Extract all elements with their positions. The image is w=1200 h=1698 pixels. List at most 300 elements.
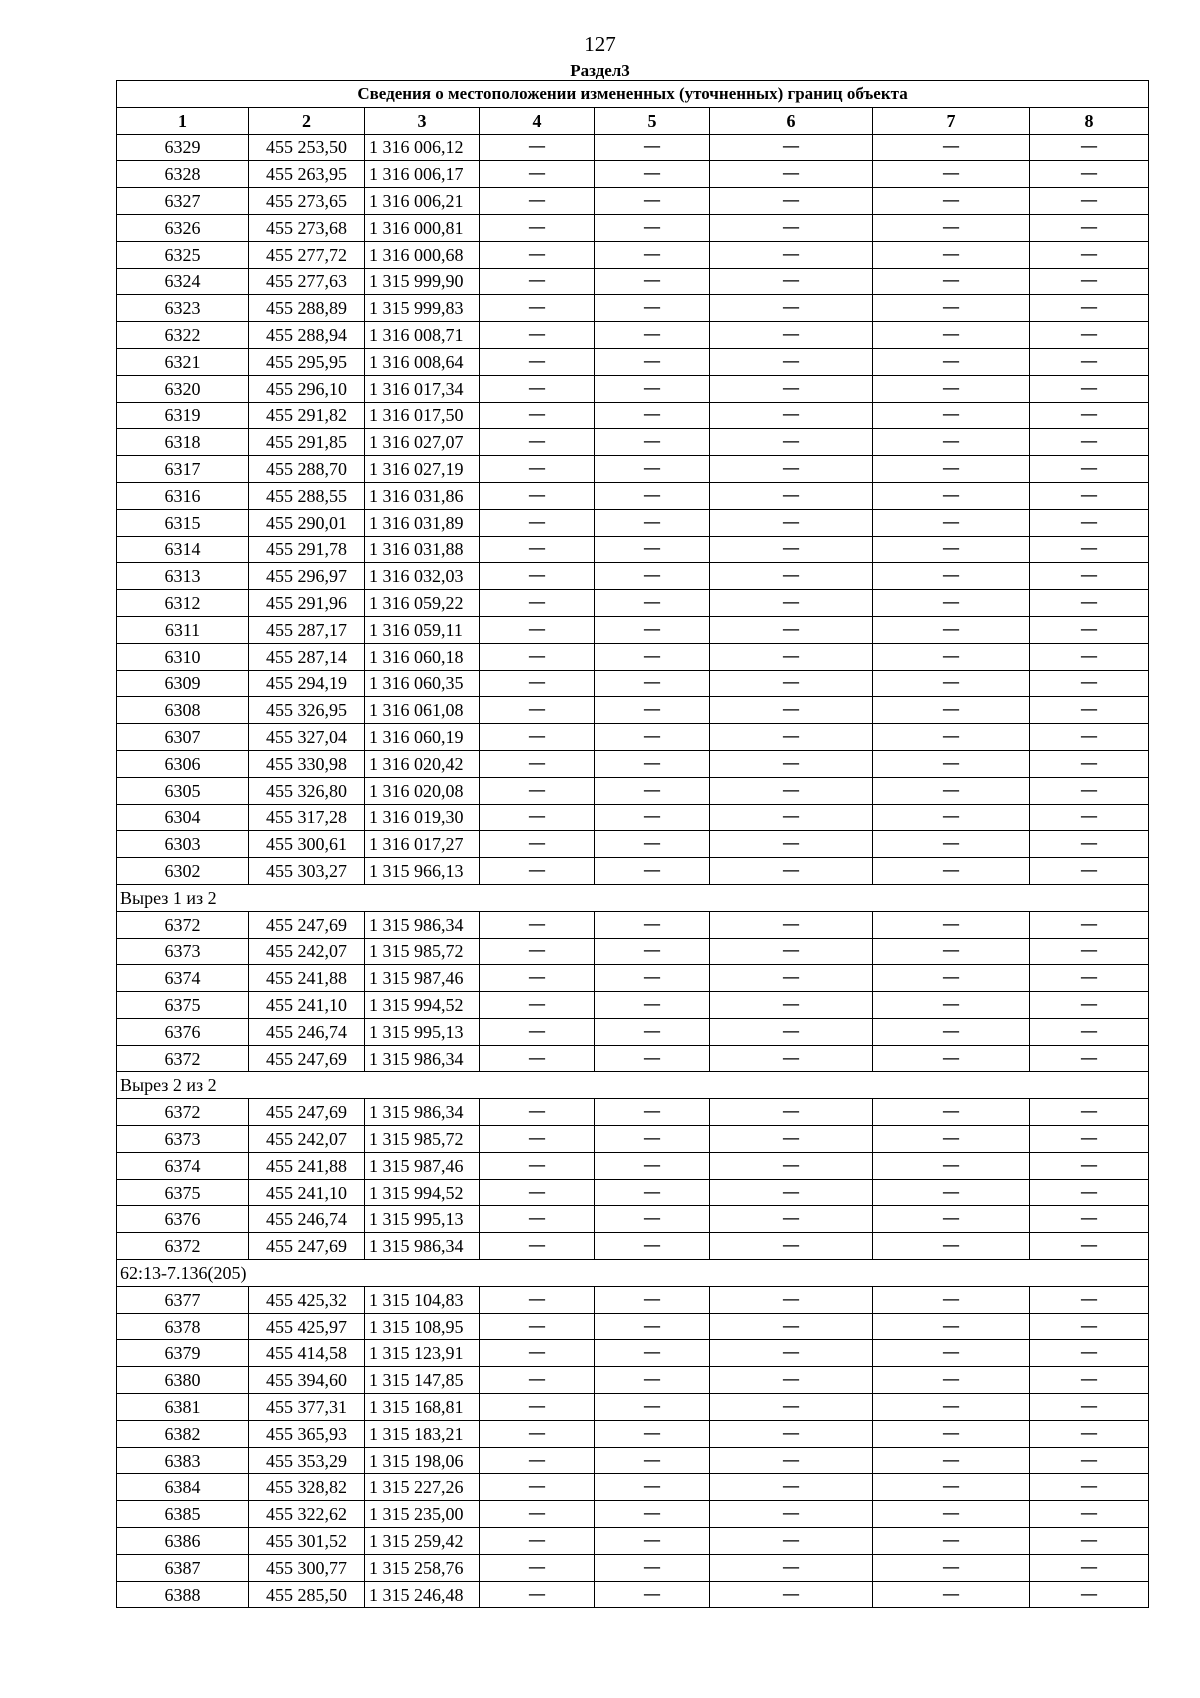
y-coordinate-cell: 1 315 987,46 [365, 1152, 480, 1179]
x-coordinate-cell: 455 296,10 [249, 375, 365, 402]
empty-value-cell: — [480, 1233, 595, 1260]
x-coordinate-cell: 455 326,80 [249, 777, 365, 804]
empty-value-cell: — [480, 992, 595, 1019]
x-coordinate-cell: 455 288,55 [249, 482, 365, 509]
table-row [117, 1099, 1149, 1126]
empty-value-cell: — [873, 1501, 1030, 1528]
point-number-cell: 6307 [117, 724, 249, 751]
group-label: 62:13-7.136(205) [117, 1260, 1149, 1287]
empty-value-cell: — [873, 241, 1030, 268]
empty-value-cell: — [595, 590, 710, 617]
empty-value-cell: — [710, 1420, 873, 1447]
empty-value-cell: — [710, 1152, 873, 1179]
empty-value-cell: — [595, 429, 710, 456]
x-coordinate-cell: 455 253,50 [249, 134, 365, 161]
empty-value-cell: — [710, 322, 873, 349]
empty-value-cell: — [480, 1313, 595, 1340]
x-coordinate-cell: 455 290,01 [249, 509, 365, 536]
empty-value-cell: — [595, 965, 710, 992]
empty-value-cell: — [873, 134, 1030, 161]
point-number-cell: 6319 [117, 402, 249, 429]
table-row [117, 1501, 1149, 1528]
y-coordinate-cell: 1 315 123,91 [365, 1340, 480, 1367]
y-coordinate-cell: 1 315 987,46 [365, 965, 480, 992]
x-coordinate-cell: 455 242,07 [249, 938, 365, 965]
empty-value-cell: — [873, 1018, 1030, 1045]
empty-value-cell: — [595, 1474, 710, 1501]
empty-value-cell: — [480, 348, 595, 375]
empty-value-cell: — [595, 911, 710, 938]
empty-value-cell: — [1030, 750, 1149, 777]
empty-value-cell: — [595, 161, 710, 188]
empty-value-cell: — [480, 322, 595, 349]
x-coordinate-cell: 455 394,60 [249, 1367, 365, 1394]
y-coordinate-cell: 1 316 059,22 [365, 590, 480, 617]
empty-value-cell: — [873, 1420, 1030, 1447]
empty-value-cell: — [873, 858, 1030, 885]
empty-value-cell: — [595, 536, 710, 563]
point-number-cell: 6310 [117, 643, 249, 670]
empty-value-cell: — [873, 1045, 1030, 1072]
empty-value-cell: — [1030, 322, 1149, 349]
y-coordinate-cell: 1 315 994,52 [365, 1179, 480, 1206]
empty-value-cell: — [1030, 1394, 1149, 1421]
point-number-cell: 6372 [117, 1045, 249, 1072]
x-coordinate-cell: 455 303,27 [249, 858, 365, 885]
y-coordinate-cell: 1 316 060,19 [365, 724, 480, 751]
empty-value-cell: — [595, 1045, 710, 1072]
empty-value-cell: — [1030, 1206, 1149, 1233]
x-coordinate-cell: 455 291,82 [249, 402, 365, 429]
empty-value-cell: — [595, 1233, 710, 1260]
empty-value-cell: — [595, 456, 710, 483]
empty-value-cell: — [595, 750, 710, 777]
empty-value-cell: — [710, 992, 873, 1019]
empty-value-cell: — [873, 1554, 1030, 1581]
table-row [117, 268, 1149, 295]
empty-value-cell: — [873, 1367, 1030, 1394]
x-coordinate-cell: 455 294,19 [249, 670, 365, 697]
empty-value-cell: — [710, 1528, 873, 1555]
y-coordinate-cell: 1 315 246,48 [365, 1581, 480, 1608]
empty-value-cell: — [873, 1340, 1030, 1367]
empty-value-cell: — [710, 268, 873, 295]
empty-value-cell: — [480, 456, 595, 483]
x-coordinate-cell: 455 425,32 [249, 1286, 365, 1313]
page-number: 127 [584, 32, 616, 56]
x-coordinate-cell: 455 425,97 [249, 1313, 365, 1340]
x-coordinate-cell: 455 288,94 [249, 322, 365, 349]
x-coordinate-cell: 455 241,88 [249, 1152, 365, 1179]
y-coordinate-cell: 1 316 000,68 [365, 241, 480, 268]
x-coordinate-cell: 455 247,69 [249, 1099, 365, 1126]
point-number-cell: 6308 [117, 697, 249, 724]
empty-value-cell: — [710, 1447, 873, 1474]
empty-value-cell: — [480, 670, 595, 697]
empty-value-cell: — [595, 643, 710, 670]
column-header: 5 [595, 107, 710, 134]
table-row [117, 482, 1149, 509]
empty-value-cell: — [595, 1099, 710, 1126]
table-row [117, 697, 1149, 724]
x-coordinate-cell: 455 273,65 [249, 188, 365, 215]
x-coordinate-cell: 455 296,97 [249, 563, 365, 590]
point-number-cell: 6311 [117, 616, 249, 643]
group-label-row [117, 1072, 1149, 1099]
point-number-cell: 6313 [117, 563, 249, 590]
point-number-cell: 6372 [117, 1233, 249, 1260]
y-coordinate-cell: 1 316 060,35 [365, 670, 480, 697]
empty-value-cell: — [595, 1018, 710, 1045]
point-number-cell: 6373 [117, 938, 249, 965]
empty-value-cell: — [1030, 536, 1149, 563]
empty-value-cell: — [1030, 402, 1149, 429]
empty-value-cell: — [480, 509, 595, 536]
empty-value-cell: — [595, 697, 710, 724]
empty-value-cell: — [1030, 777, 1149, 804]
table-row [117, 1018, 1149, 1045]
y-coordinate-cell: 1 316 027,19 [365, 456, 480, 483]
empty-value-cell: — [1030, 1233, 1149, 1260]
empty-value-cell: — [710, 1313, 873, 1340]
point-number-cell: 6374 [117, 965, 249, 992]
empty-value-cell: — [873, 1099, 1030, 1126]
empty-value-cell: — [873, 965, 1030, 992]
empty-value-cell: — [873, 831, 1030, 858]
empty-value-cell: — [480, 1528, 595, 1555]
empty-value-cell: — [480, 402, 595, 429]
empty-value-cell: — [480, 536, 595, 563]
empty-value-cell: — [710, 750, 873, 777]
point-number-cell: 6315 [117, 509, 249, 536]
empty-value-cell: — [1030, 1126, 1149, 1153]
point-number-cell: 6320 [117, 375, 249, 402]
table-row [117, 161, 1149, 188]
empty-value-cell: — [480, 1045, 595, 1072]
y-coordinate-cell: 1 315 966,13 [365, 858, 480, 885]
empty-value-cell: — [873, 1394, 1030, 1421]
table-row [117, 322, 1149, 349]
empty-value-cell: — [595, 482, 710, 509]
empty-value-cell: — [873, 643, 1030, 670]
x-coordinate-cell: 455 288,70 [249, 456, 365, 483]
empty-value-cell: — [480, 1447, 595, 1474]
y-coordinate-cell: 1 315 168,81 [365, 1394, 480, 1421]
empty-value-cell: — [480, 1152, 595, 1179]
empty-value-cell: — [710, 456, 873, 483]
empty-value-cell: — [1030, 188, 1149, 215]
column-header: 1 [117, 107, 249, 134]
empty-value-cell: — [480, 724, 595, 751]
x-coordinate-cell: 455 246,74 [249, 1018, 365, 1045]
table-row [117, 992, 1149, 1019]
point-number-cell: 6373 [117, 1126, 249, 1153]
x-coordinate-cell: 455 300,61 [249, 831, 365, 858]
y-coordinate-cell: 1 316 017,50 [365, 402, 480, 429]
empty-value-cell: — [710, 536, 873, 563]
point-number-cell: 6384 [117, 1474, 249, 1501]
empty-value-cell: — [1030, 375, 1149, 402]
empty-value-cell: — [710, 134, 873, 161]
empty-value-cell: — [710, 1394, 873, 1421]
empty-value-cell: — [710, 697, 873, 724]
empty-value-cell: — [873, 1233, 1030, 1260]
table-body [117, 81, 1149, 1608]
table-row [117, 1474, 1149, 1501]
empty-value-cell: — [1030, 992, 1149, 1019]
y-coordinate-cell: 1 315 227,26 [365, 1474, 480, 1501]
table-row [117, 1447, 1149, 1474]
empty-value-cell: — [1030, 1152, 1149, 1179]
table-row [117, 1528, 1149, 1555]
empty-value-cell: — [873, 295, 1030, 322]
empty-value-cell: — [1030, 1340, 1149, 1367]
y-coordinate-cell: 1 316 017,27 [365, 831, 480, 858]
group-label: Вырез 2 из 2 [117, 1072, 1149, 1099]
table-title: Сведения о местоположении измененных (уточненных) границ объекта [117, 81, 1149, 108]
empty-value-cell: — [873, 1152, 1030, 1179]
empty-value-cell: — [710, 1206, 873, 1233]
empty-value-cell: — [1030, 241, 1149, 268]
x-coordinate-cell: 455 263,95 [249, 161, 365, 188]
empty-value-cell: — [873, 482, 1030, 509]
empty-value-cell: — [710, 858, 873, 885]
x-coordinate-cell: 455 377,31 [249, 1394, 365, 1421]
table-row [117, 1286, 1149, 1313]
empty-value-cell: — [710, 1099, 873, 1126]
empty-value-cell: — [1030, 295, 1149, 322]
empty-value-cell: — [710, 1286, 873, 1313]
table-row [117, 214, 1149, 241]
table-row [117, 1581, 1149, 1608]
empty-value-cell: — [1030, 1313, 1149, 1340]
empty-value-cell: — [710, 1581, 873, 1608]
empty-value-cell: — [1030, 509, 1149, 536]
empty-value-cell: — [595, 831, 710, 858]
empty-value-cell: — [873, 590, 1030, 617]
point-number-cell: 6318 [117, 429, 249, 456]
y-coordinate-cell: 1 315 999,83 [365, 295, 480, 322]
table-row [117, 375, 1149, 402]
empty-value-cell: — [710, 724, 873, 751]
empty-value-cell: — [1030, 268, 1149, 295]
empty-value-cell: — [1030, 938, 1149, 965]
table-row [117, 1340, 1149, 1367]
y-coordinate-cell: 1 316 059,11 [365, 616, 480, 643]
y-coordinate-cell: 1 315 235,00 [365, 1501, 480, 1528]
empty-value-cell: — [480, 563, 595, 590]
empty-value-cell: — [595, 858, 710, 885]
point-number-cell: 6388 [117, 1581, 249, 1608]
y-coordinate-cell: 1 316 031,89 [365, 509, 480, 536]
empty-value-cell: — [873, 804, 1030, 831]
empty-value-cell: — [710, 429, 873, 456]
empty-value-cell: — [710, 188, 873, 215]
empty-value-cell: — [595, 1420, 710, 1447]
section-title: Раздел3 [570, 61, 630, 80]
empty-value-cell: — [710, 777, 873, 804]
column-header: 4 [480, 107, 595, 134]
empty-value-cell: — [710, 1501, 873, 1528]
point-number-cell: 6326 [117, 214, 249, 241]
empty-value-cell: — [595, 268, 710, 295]
empty-value-cell: — [595, 1367, 710, 1394]
x-coordinate-cell: 455 365,93 [249, 1420, 365, 1447]
empty-value-cell: — [595, 348, 710, 375]
empty-value-cell: — [1030, 697, 1149, 724]
empty-value-cell: — [480, 1554, 595, 1581]
table-row [117, 804, 1149, 831]
x-coordinate-cell: 455 291,85 [249, 429, 365, 456]
empty-value-cell: — [595, 1528, 710, 1555]
empty-value-cell: — [873, 456, 1030, 483]
table-row [117, 1206, 1149, 1233]
empty-value-cell: — [595, 724, 710, 751]
empty-value-cell: — [710, 1233, 873, 1260]
empty-value-cell: — [1030, 1045, 1149, 1072]
table-row [117, 188, 1149, 215]
table-row [117, 750, 1149, 777]
point-number-cell: 6387 [117, 1554, 249, 1581]
y-coordinate-cell: 1 315 198,06 [365, 1447, 480, 1474]
table-row [117, 965, 1149, 992]
x-coordinate-cell: 455 322,62 [249, 1501, 365, 1528]
empty-value-cell: — [1030, 1447, 1149, 1474]
column-header: 2 [249, 107, 365, 134]
table-row [117, 911, 1149, 938]
empty-value-cell: — [595, 1286, 710, 1313]
y-coordinate-cell: 1 315 995,13 [365, 1018, 480, 1045]
empty-value-cell: — [873, 161, 1030, 188]
empty-value-cell: — [595, 1313, 710, 1340]
empty-value-cell: — [1030, 563, 1149, 590]
y-coordinate-cell: 1 316 008,71 [365, 322, 480, 349]
empty-value-cell: — [710, 1018, 873, 1045]
empty-value-cell: — [710, 590, 873, 617]
empty-value-cell: — [595, 214, 710, 241]
empty-value-cell: — [1030, 965, 1149, 992]
empty-value-cell: — [1030, 1554, 1149, 1581]
empty-value-cell: — [710, 1045, 873, 1072]
table-row [117, 456, 1149, 483]
point-number-cell: 6372 [117, 1099, 249, 1126]
point-number-cell: 6316 [117, 482, 249, 509]
y-coordinate-cell: 1 316 017,34 [365, 375, 480, 402]
empty-value-cell: — [595, 992, 710, 1019]
table-row [117, 670, 1149, 697]
empty-value-cell: — [873, 348, 1030, 375]
empty-value-cell: — [595, 402, 710, 429]
y-coordinate-cell: 1 316 031,86 [365, 482, 480, 509]
empty-value-cell: — [595, 1179, 710, 1206]
empty-value-cell: — [873, 1179, 1030, 1206]
group-label-row [117, 1260, 1149, 1287]
y-coordinate-cell: 1 315 995,13 [365, 1206, 480, 1233]
empty-value-cell: — [480, 1367, 595, 1394]
table-row [117, 348, 1149, 375]
y-coordinate-cell: 1 316 006,17 [365, 161, 480, 188]
empty-value-cell: — [595, 134, 710, 161]
table-row [117, 1126, 1149, 1153]
y-coordinate-cell: 1 315 258,76 [365, 1554, 480, 1581]
empty-value-cell: — [1030, 1099, 1149, 1126]
table-row [117, 563, 1149, 590]
empty-value-cell: — [595, 1581, 710, 1608]
empty-value-cell: — [480, 590, 595, 617]
y-coordinate-cell: 1 316 006,12 [365, 134, 480, 161]
point-number-cell: 6382 [117, 1420, 249, 1447]
point-number-cell: 6376 [117, 1206, 249, 1233]
point-number-cell: 6380 [117, 1367, 249, 1394]
empty-value-cell: — [1030, 911, 1149, 938]
empty-value-cell: — [1030, 1367, 1149, 1394]
x-coordinate-cell: 455 288,89 [249, 295, 365, 322]
empty-value-cell: — [710, 1367, 873, 1394]
empty-value-cell: — [595, 241, 710, 268]
table-row [117, 724, 1149, 751]
table-row [117, 1394, 1149, 1421]
table-row [117, 1179, 1149, 1206]
x-coordinate-cell: 455 317,28 [249, 804, 365, 831]
empty-value-cell: — [873, 1447, 1030, 1474]
point-number-cell: 6322 [117, 322, 249, 349]
y-coordinate-cell: 1 316 020,42 [365, 750, 480, 777]
table-row [117, 858, 1149, 885]
empty-value-cell: — [710, 295, 873, 322]
empty-value-cell: — [873, 670, 1030, 697]
point-number-cell: 6374 [117, 1152, 249, 1179]
table-row [117, 1233, 1149, 1260]
y-coordinate-cell: 1 315 999,90 [365, 268, 480, 295]
empty-value-cell: — [1030, 643, 1149, 670]
empty-value-cell: — [595, 1126, 710, 1153]
table-row [117, 241, 1149, 268]
empty-value-cell: — [480, 777, 595, 804]
point-number-cell: 6377 [117, 1286, 249, 1313]
x-coordinate-cell: 455 353,29 [249, 1447, 365, 1474]
empty-value-cell: — [710, 1126, 873, 1153]
empty-value-cell: — [595, 1152, 710, 1179]
empty-value-cell: — [710, 402, 873, 429]
empty-value-cell: — [710, 616, 873, 643]
empty-value-cell: — [710, 348, 873, 375]
y-coordinate-cell: 1 316 027,07 [365, 429, 480, 456]
table-row [117, 643, 1149, 670]
table-row [117, 1313, 1149, 1340]
empty-value-cell: — [480, 268, 595, 295]
x-coordinate-cell: 455 414,58 [249, 1340, 365, 1367]
y-coordinate-cell: 1 315 986,34 [365, 1099, 480, 1126]
empty-value-cell: — [480, 1581, 595, 1608]
empty-value-cell: — [710, 482, 873, 509]
empty-value-cell: — [1030, 1179, 1149, 1206]
empty-value-cell: — [1030, 616, 1149, 643]
y-coordinate-cell: 1 316 006,21 [365, 188, 480, 215]
point-number-cell: 6314 [117, 536, 249, 563]
empty-value-cell: — [480, 1018, 595, 1045]
empty-value-cell: — [480, 858, 595, 885]
table-row [117, 1367, 1149, 1394]
empty-value-cell: — [1030, 429, 1149, 456]
empty-value-cell: — [873, 1581, 1030, 1608]
point-number-cell: 6325 [117, 241, 249, 268]
empty-value-cell: — [710, 241, 873, 268]
point-number-cell: 6329 [117, 134, 249, 161]
table-row [117, 590, 1149, 617]
empty-value-cell: — [1030, 724, 1149, 751]
column-header: 3 [365, 107, 480, 134]
point-number-cell: 6386 [117, 1528, 249, 1555]
